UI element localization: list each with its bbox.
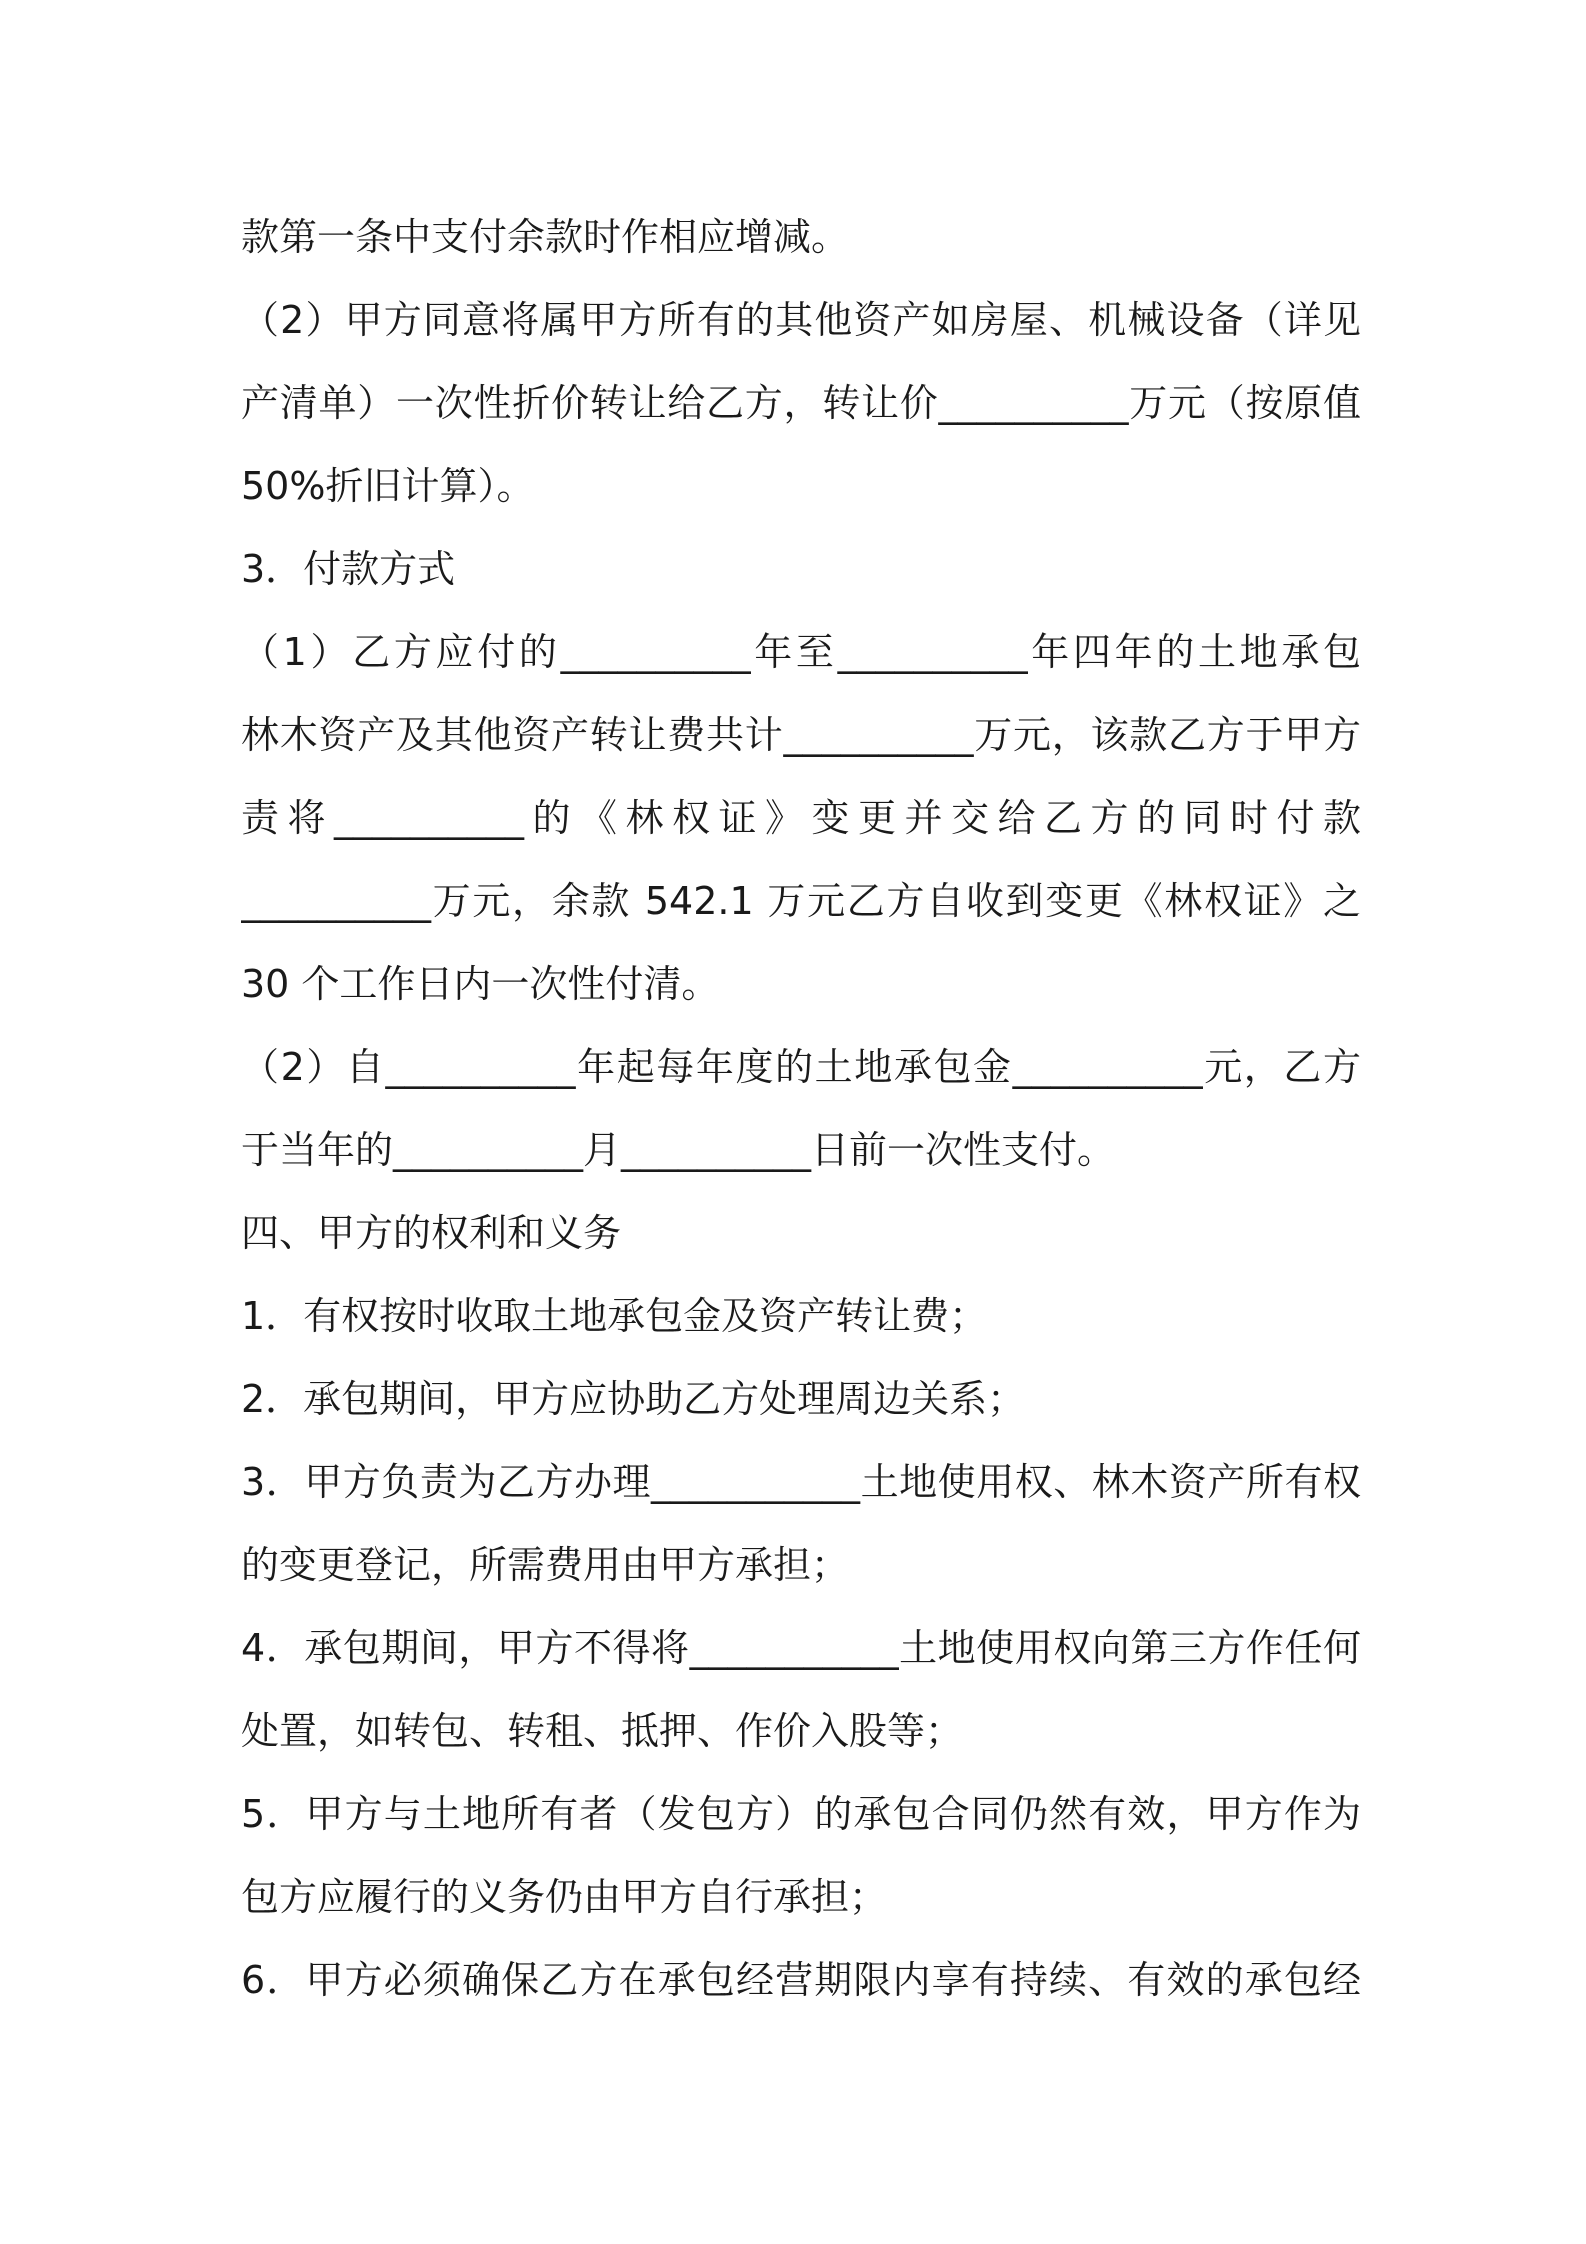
section-heading: 3．付款方式 xyxy=(241,547,456,591)
list-item: 6．甲方必须确保乙方在承包经营期限内享有持续、有效的承包经 xyxy=(241,1958,1361,2002)
list-item: 2．承包期间，甲方应协助乙方处理周边关系； xyxy=(241,1377,1026,1421)
text-line: 的变更登记，所需费用由甲方承担； xyxy=(241,1543,850,1587)
text-line: 林木资产及其他资产转让费共计__________万元，该款乙方于甲方 xyxy=(241,713,1361,757)
text-line: 款第一条中支付余款时作相应增减。 xyxy=(241,215,850,259)
section-heading: 四、甲方的权利和义务 xyxy=(241,1211,622,1255)
list-item: 4．承包期间，甲方不得将___________土地使用权向第三方作任何 xyxy=(241,1626,1361,1670)
text-line: （2）甲方同意将属甲方所有的其他资产如房屋、机械设备（详见 xyxy=(241,298,1361,342)
text-line: 产清单）一次性折价转让给乙方，转让价__________万元（按原值 xyxy=(241,381,1361,425)
text-line: 包方应履行的义务仍由甲方自行承担； xyxy=(241,1875,888,1919)
text-line: 责将__________的《林权证》变更并交给乙方的同时付款 xyxy=(241,796,1361,840)
text-line: 50%折旧计算）。 xyxy=(241,464,535,508)
list-item: 5．甲方与土地所有者（发包方）的承包合同仍然有效，甲方作为 xyxy=(241,1792,1361,1836)
text-line: 30 个工作日内一次性付清。 xyxy=(241,962,720,1006)
list-item: 1．有权按时收取土地承包金及资产转让费； xyxy=(241,1294,988,1338)
text-line: __________万元，余款 542.1 万元乙方自收到变更《林权证》之 xyxy=(241,879,1361,923)
text-line: 处置，如转包、转租、抵押、作价入股等； xyxy=(241,1709,964,1753)
text-line: 于当年的__________月__________日前一次性支付。 xyxy=(241,1128,1116,1172)
text-line: （2）自__________年起每年度的土地承包金__________元，乙方 xyxy=(241,1045,1361,1089)
text-line: （1）乙方应付的__________年至__________年四年的土地承包 xyxy=(241,630,1361,674)
contract-body xyxy=(241,196,1361,2022)
list-item: 3．甲方负责为乙方办理___________土地使用权、林木资产所有权 xyxy=(241,1460,1361,1504)
